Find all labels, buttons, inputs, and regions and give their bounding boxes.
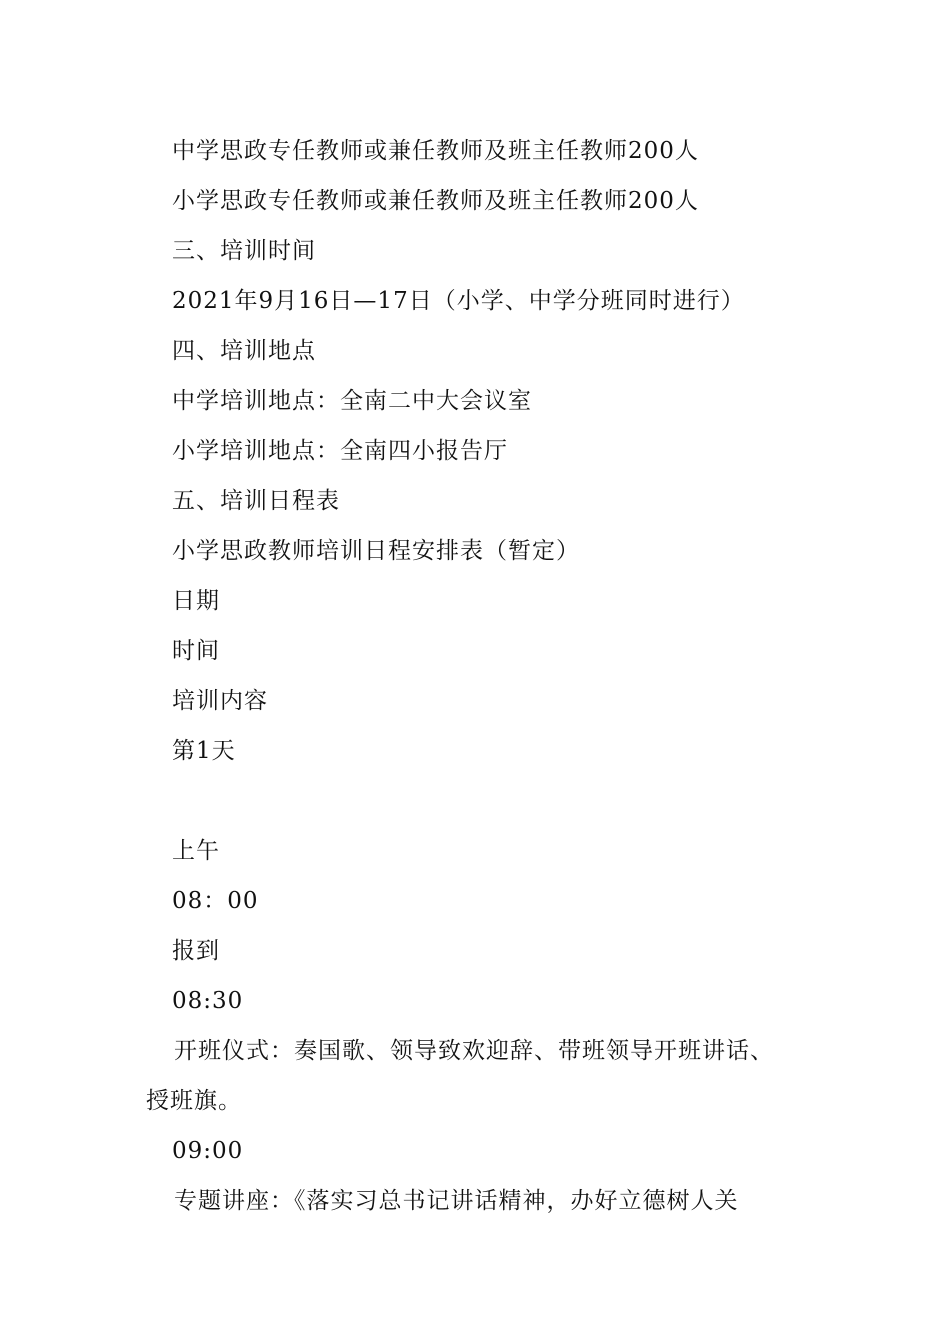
time-0900: 09:00 <box>172 1138 244 1164</box>
section-heading-schedule: 五、培训日程表 <box>172 488 340 514</box>
training-date: 2021年9月16日—17日（小学、中学分班同时进行） <box>172 288 745 314</box>
location-primary-school: 小学培训地点：全南四小报告厅 <box>172 438 508 464</box>
participants-middle-school: 中学思政专任教师或兼任教师及班主任教师200人 <box>172 138 699 164</box>
column-header-date: 日期 <box>172 588 220 614</box>
schedule-title: 小学思政教师培训日程安排表（暂定） <box>172 538 580 564</box>
day-label: 第1天 <box>172 738 236 764</box>
participants-primary-school: 小学思政专任教师或兼任教师及班主任教师200人 <box>172 188 699 214</box>
section-heading-training-time: 三、培训时间 <box>172 238 316 264</box>
time-0830: 08:30 <box>172 988 244 1014</box>
section-heading-training-location: 四、培训地点 <box>172 338 316 364</box>
item-opening-ceremony-continued: 授班旗。 <box>146 1088 242 1114</box>
location-middle-school: 中学培训地点：全南二中大会议室 <box>172 388 532 414</box>
period-morning: 上午 <box>172 838 220 864</box>
item-registration: 报到 <box>172 938 220 964</box>
item-opening-ceremony: 开班仪式：奏国歌、领导致欢迎辞、带班领导开班讲话、 <box>174 1038 774 1064</box>
item-lecture: 专题讲座：《落实习总书记讲话精神，办好立德树人关 <box>174 1188 739 1214</box>
time-0800: 08：00 <box>172 888 259 914</box>
column-header-time: 时间 <box>172 638 220 664</box>
column-header-content: 培训内容 <box>172 688 268 714</box>
